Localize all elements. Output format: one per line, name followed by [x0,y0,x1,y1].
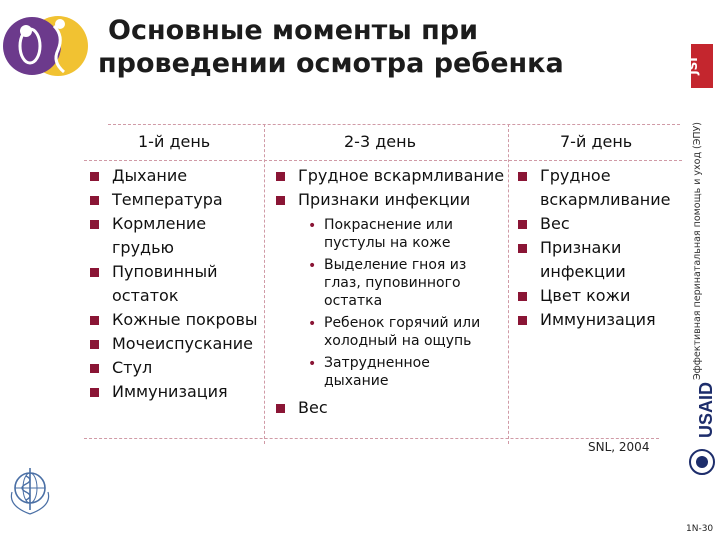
bullet-icon [90,172,99,181]
side-caption: Эффективная перинатальная помощь и уход (ЭПУ) [692,121,703,380]
bullet-icon [90,364,99,373]
bullet-icon [276,404,285,413]
list-item: Пуповинный остаток [84,260,222,308]
list-item: Кормление грудью [84,212,222,260]
list-item: Цвет кожи [512,284,682,308]
column-divider-2 [508,124,509,444]
bullet-icon [518,220,527,229]
sub-item: • Покраснение или пустулы на коже [308,217,453,251]
column-day1 [84,164,262,404]
list-item: Иммунизация [512,308,682,332]
bullet-icon [276,196,285,205]
column-divider-1 [264,124,265,444]
title-line-1: Основные моменты при [108,15,479,46]
bullet-icon [518,244,527,253]
list-item: Грудное вскармливание [512,164,670,212]
list-item: Вес [270,396,506,420]
column-header-day7: 7-й день [560,132,633,151]
list-item: Грудное вскармливание [270,164,506,188]
list-item: Мочеиспускание [84,332,262,356]
column-day7 [512,164,682,332]
usaid-logo [684,378,720,478]
list-item: Кожные покровы [84,308,262,332]
bullet-icon [90,340,99,349]
sub-item: • Ребенок горячий или холодный на ощупь [308,315,481,349]
list-item: Стул [84,356,262,380]
dot-icon: • [308,258,317,274]
column-day2-3 [270,164,506,420]
jsi-logo [686,44,713,88]
svg-text:USAID: USAID [696,381,716,438]
sub-item: • Затрудненное дыхание [308,355,430,389]
bullet-icon [90,316,99,325]
dot-icon: • [308,218,317,234]
bullet-icon [518,172,527,181]
list-item: Вес [512,212,682,236]
column-header-day1: 1-й день [138,132,211,151]
bullet-icon [90,220,99,229]
bullet-icon [276,172,285,181]
column-header-day2-3: 2-3 день [344,132,417,151]
bullet-icon [518,292,527,301]
who-emblem-icon [6,462,54,518]
title-line-2: проведении осмотра ребенка [98,48,564,79]
bullet-icon [90,196,99,205]
list-item: Температура [84,188,262,212]
page-title [98,14,658,80]
list-item: Иммунизация [84,380,262,404]
sub-item: • Выделение гноя из глаз, пуповинного остатка [308,257,467,309]
page-number: 1N-30 [686,524,714,534]
dot-icon: • [308,316,317,332]
footer-rule [84,438,659,439]
list-item: Признаки инфекции [270,188,506,212]
header-rule [108,124,680,125]
partner-logo [2,4,92,90]
jsi-logo-text: JSI [686,57,700,75]
header-underline [84,160,682,161]
bullet-icon [90,388,99,397]
list-item: Дыхание [84,164,262,188]
list-item: Признаки инфекции [512,236,640,284]
bullet-icon [518,316,527,325]
source-citation: SNL, 2004 [588,440,650,454]
bullet-icon [90,268,99,277]
dot-icon: • [308,356,317,372]
